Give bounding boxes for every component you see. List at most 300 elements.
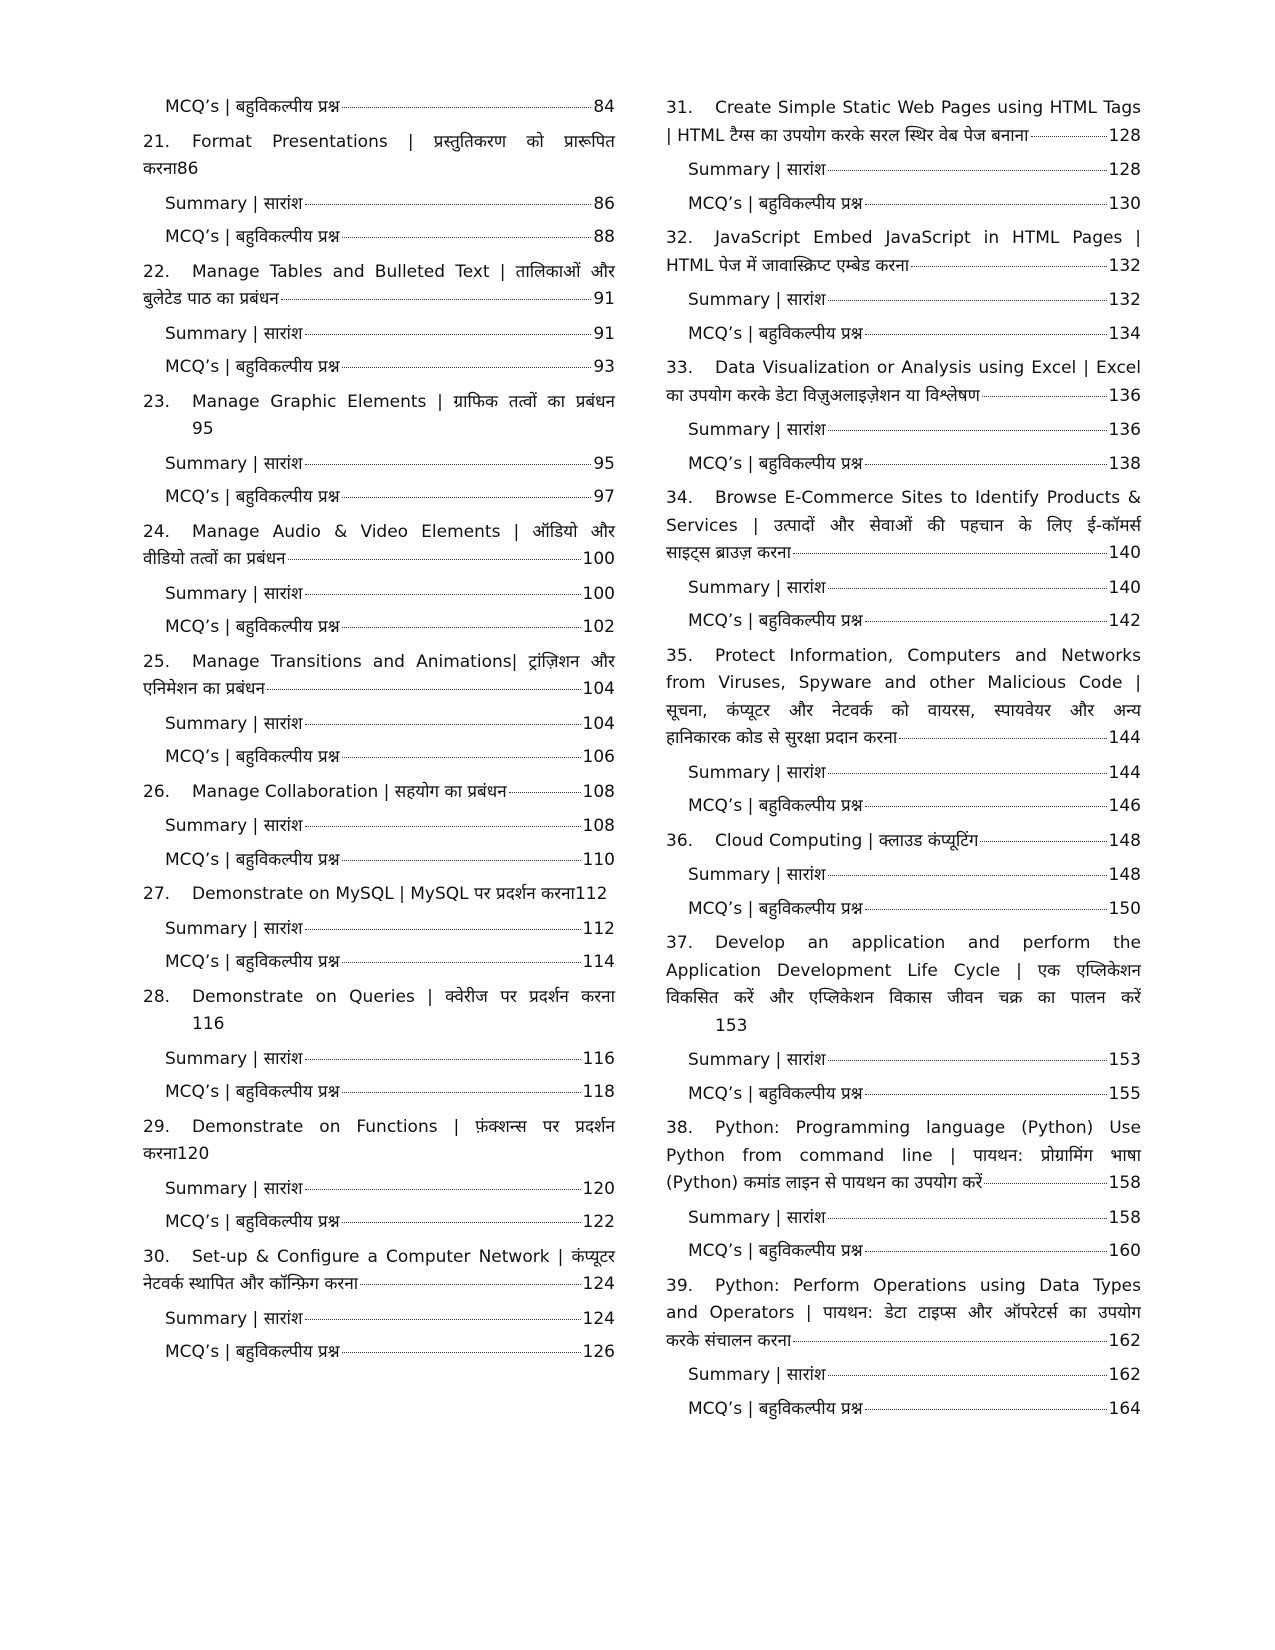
toc-sub-entry: [143, 224, 615, 252]
toc-page-number: 162: [1108, 1365, 1141, 1385]
toc-chapter-number: 36.: [666, 830, 694, 851]
toc-chapter-title-text: Browse E-Commerce Sites to Identify Products &: [715, 488, 1141, 508]
toc-chapter-title-text: का उपयोग करके डेटा विज़ुअलाइज़ेशन या विश्लेषण: [666, 385, 980, 406]
toc-page-number: 128: [1108, 125, 1141, 146]
toc-chapter-entry: [666, 1115, 1141, 1198]
toc-sub-label: Summary | सारांश: [165, 1308, 303, 1329]
dot-leader: [982, 396, 1107, 397]
toc-page-number: 104: [582, 679, 615, 699]
toc-chapter-last-line: [143, 881, 615, 909]
dot-leader: [911, 266, 1106, 267]
toc-page-number: 142: [1108, 611, 1141, 631]
toc-sub-label: MCQ’s | बहुविकल्पीय प्रश्न: [165, 617, 340, 637]
toc-sub-label: MCQ’s | बहुविकल्पीय प्रश्न: [165, 227, 340, 247]
toc-page-number: 128: [1108, 160, 1141, 180]
dot-leader: [305, 464, 592, 465]
toc-sub-entry: [143, 94, 615, 122]
dot-leader: [342, 627, 581, 628]
toc-left-column: [143, 88, 615, 1373]
toc-chapter-number: 22.: [143, 261, 171, 282]
toc-page-number: 132: [1108, 255, 1141, 276]
toc-page-number: 162: [1108, 1330, 1141, 1351]
dot-leader: [305, 929, 581, 930]
toc-page-number: 148: [1108, 830, 1141, 851]
toc-chapter-title-text: करके संचालन करना: [666, 1330, 792, 1351]
toc-page-number: 144: [1108, 762, 1141, 783]
toc-chapter-last-line: [666, 540, 1141, 568]
toc-page-number: 140: [1108, 577, 1141, 598]
toc-sub-entry: [666, 760, 1141, 788]
toc-page-number: 93: [593, 357, 615, 377]
toc-sub-entry: [143, 484, 615, 512]
toc-chapter-last-line: [666, 1170, 1141, 1198]
toc-chapter-number: 28.: [143, 986, 171, 1007]
dot-leader: [360, 1284, 580, 1285]
toc-sub-label: MCQ’s | बहुविकल्पीय प्रश्न: [165, 747, 340, 767]
toc-chapter-title-text: JavaScript Embed JavaScript in HTML Pages |: [715, 228, 1141, 248]
toc-sub-label: Summary | सारांश: [165, 816, 303, 836]
toc-chapter-title-line: [666, 1273, 1141, 1301]
toc-sub-entry: [666, 608, 1141, 636]
toc-chapter-title-line: [666, 355, 1141, 383]
toc-chapter-title-text: Manage Transitions and Animations| ट्रांज़िशन और: [192, 651, 615, 672]
toc-chapter-number: 21.: [143, 131, 171, 152]
toc-chapter-title-line: [143, 1244, 615, 1272]
toc-page-number: 158: [1108, 1207, 1141, 1228]
toc-page-number: 122: [582, 1212, 615, 1232]
toc-page-number: 150: [1108, 898, 1141, 919]
toc-page-number: 88: [593, 227, 615, 247]
toc-chapter-number: 38.: [666, 1118, 694, 1138]
toc-chapter-title-line: [666, 930, 1141, 958]
dot-leader: [865, 334, 1107, 335]
toc-sub-label: MCQ’s | बहुविकल्पीय प्रश्न: [688, 453, 863, 474]
toc-chapter-last-line: [143, 416, 615, 444]
toc-chapter-entry: [666, 930, 1141, 1040]
dot-leader: [342, 1092, 581, 1093]
dot-leader: [984, 1183, 1106, 1184]
toc-page-number: 148: [1108, 865, 1141, 885]
toc-sub-label: MCQ’s | बहुविकल्पीय प्रश्न: [688, 1398, 863, 1419]
toc-page-number: 124: [582, 1308, 615, 1329]
toc-sub-entry: [666, 417, 1141, 445]
toc-chapter-title-text: करना: [143, 1144, 177, 1164]
toc-chapter-title-text: and Operators | पायथन: डेटा टाइप्स और ऑपरेटर्स का उपयोग: [666, 1303, 1141, 1323]
toc-sub-label: MCQ’s | बहुविकल्पीय प्रश्न: [165, 97, 340, 117]
toc-chapter-entry: [143, 389, 615, 444]
toc-chapter-entry: [143, 984, 615, 1039]
toc-chapter-title-text: वीडियो तत्वों का प्रबंधन: [143, 549, 286, 569]
toc-page-number: 153: [715, 1015, 748, 1036]
toc-page-number: 112: [574, 884, 608, 904]
toc-chapter-title-line: [666, 485, 1141, 513]
toc-chapter-entry: [143, 1244, 615, 1299]
toc-chapter-title-text: साइट्स ब्राउज़ करना: [666, 543, 791, 563]
dot-leader: [828, 1375, 1107, 1376]
toc-page-number: 114: [582, 952, 615, 972]
toc-chapter-title-text: Protect Information, Computers and Networks: [715, 645, 1141, 666]
toc-sub-label: Summary | सारांश: [165, 583, 303, 604]
toc-chapter-title-text: Develop an application and perform the: [715, 933, 1141, 953]
toc-chapter-title-text: (Python) कमांड लाइन से पायथन का उपयोग करें: [666, 1173, 983, 1193]
toc-chapter-entry: [666, 355, 1141, 410]
toc-chapter-last-line: [143, 676, 615, 704]
toc-chapter-title-text: Application Development Life Cycle | एक एप्लिकेशन: [666, 960, 1141, 981]
toc-sub-label: MCQ’s | बहुविकल्पीय प्रश्न: [165, 1212, 340, 1232]
toc-page-number: 84: [593, 97, 615, 117]
toc-page-number: 124: [582, 1274, 615, 1294]
toc-page-number: 91: [593, 289, 615, 309]
toc-page-number: 134: [1108, 323, 1141, 344]
toc-sub-entry: [143, 321, 615, 349]
toc-page-number: 136: [1108, 420, 1141, 440]
toc-chapter-entry: [666, 225, 1141, 280]
toc-chapter-title-text: Services | उत्पादों और सेवाओं की पहचान के लिए ई-कॉमर्स: [666, 515, 1141, 536]
toc-sub-entry: [666, 1081, 1141, 1109]
toc-chapter-number: 39.: [666, 1275, 694, 1296]
toc-sub-entry: [143, 1209, 615, 1237]
toc-chapter-title-text: विकसित करें और एप्लिकेशन विकास जीवन चक्र का पालन करें: [666, 988, 1141, 1008]
toc-chapter-title-text: बुलेटेड पाठ का प्रबंधन: [143, 289, 279, 309]
toc-sub-label: Summary | सारांश: [165, 1048, 303, 1069]
toc-chapter-title-text: नेटवर्क स्थापित और कॉन्फ़िग करना: [143, 1274, 359, 1294]
toc-page-number: 110: [582, 849, 615, 870]
toc-page-number: 144: [1108, 728, 1141, 748]
toc-page-number: 86: [176, 159, 199, 179]
toc-sub-entry: [666, 157, 1141, 185]
dot-leader: [828, 430, 1107, 431]
toc-chapter-number: 34.: [666, 488, 694, 508]
toc-sub-label: MCQ’s | बहुविकल्पीय प्रश्न: [165, 952, 340, 972]
dot-leader: [980, 841, 1106, 842]
toc-sub-label: MCQ’s | बहुविकल्पीय प्रश्न: [688, 796, 863, 816]
toc-page-number: 97: [593, 487, 615, 507]
toc-chapter-title-text: करना: [143, 159, 177, 179]
toc-page-number: 140: [1108, 543, 1141, 563]
dot-leader: [865, 1094, 1107, 1095]
toc-page-number: 86: [593, 193, 615, 214]
toc-chapter-title-line: [666, 670, 1141, 698]
dot-leader: [828, 773, 1107, 774]
toc-chapter-last-line: [666, 383, 1141, 411]
toc-chapter-title-text: Demonstrate on MySQL | MySQL पर प्रदर्शन करना: [192, 884, 575, 904]
dot-leader: [342, 367, 592, 368]
toc-chapter-entry: [666, 95, 1141, 150]
toc-sub-label: Summary | सारांश: [688, 865, 826, 885]
toc-chapter-title-line: [666, 698, 1141, 726]
toc-chapter-title-line: [666, 985, 1141, 1013]
toc-sub-entry: [666, 793, 1141, 821]
dot-leader: [288, 559, 581, 560]
toc-sub-label: Summary | सारांश: [688, 420, 826, 440]
dot-leader: [305, 204, 592, 205]
toc-sub-label: Summary | सारांश: [165, 453, 303, 474]
dot-leader: [828, 170, 1107, 171]
toc-page-number: 116: [582, 1048, 615, 1069]
toc-chapter-title-text: Set-up & Configure a Computer Network | कंप्यूटर: [192, 1246, 615, 1267]
toc-chapter-title-line: [143, 129, 615, 157]
toc-chapter-title-text: Python from command line | पायथन: प्रोग्रामिंग भाषा: [666, 1145, 1141, 1166]
toc-chapter-entry: [143, 1114, 615, 1169]
toc-sub-label: MCQ’s | बहुविकल्पीय प्रश्न: [165, 1342, 340, 1362]
toc-chapter-title-line: [666, 1143, 1141, 1171]
toc-chapter-entry: [143, 129, 615, 184]
toc-sub-label: MCQ’s | बहुविकल्पीय प्रश्न: [688, 193, 863, 214]
toc-page-number: 153: [1108, 1050, 1141, 1070]
toc-sub-entry: [143, 916, 615, 944]
toc-chapter-title-text: Demonstrate on Functions | फ़ंक्शन्स पर प्रदर्शन: [192, 1116, 615, 1137]
toc-sub-entry: [143, 614, 615, 642]
toc-chapter-title-text: Python: Perform Operations using Data Types: [715, 1275, 1141, 1296]
dot-leader: [793, 553, 1107, 554]
toc-sub-entry: [666, 191, 1141, 219]
dot-leader: [865, 464, 1107, 465]
toc-page-number: 164: [1108, 1398, 1141, 1419]
toc-sub-entry: [666, 451, 1141, 479]
toc-page-number: 146: [1108, 796, 1141, 816]
toc-chapter-title-text: Cloud Computing | क्लाउड कंप्यूटिंग: [715, 830, 979, 851]
toc-sub-label: MCQ’s | बहुविकल्पीय प्रश्न: [688, 1083, 863, 1104]
dot-leader: [342, 497, 592, 498]
toc-chapter-last-line: [666, 253, 1141, 281]
toc-sub-entry: [666, 321, 1141, 349]
toc-sub-label: MCQ’s | बहुविकल्पीय प्रश्न: [165, 849, 340, 870]
dot-leader: [1031, 136, 1107, 137]
dot-leader: [899, 738, 1106, 739]
toc-sub-entry: [143, 949, 615, 977]
dot-leader: [793, 1341, 1106, 1342]
dot-leader: [828, 588, 1107, 589]
toc-chapter-title-line: [143, 259, 615, 287]
dot-leader: [305, 1059, 581, 1060]
toc-chapter-number: 33.: [666, 358, 694, 378]
toc-sub-entry: [143, 1339, 615, 1367]
toc-sub-entry: [143, 191, 615, 219]
toc-chapter-title-line: [666, 1300, 1141, 1328]
dot-leader: [305, 826, 581, 827]
toc-chapter-entry: [143, 259, 615, 314]
toc-chapter-title-line: [143, 519, 615, 547]
toc-chapter-title-text: Python: Programming language (Python) Use: [715, 1118, 1141, 1138]
toc-sub-entry: [666, 287, 1141, 315]
toc-page-number: 116: [192, 1014, 225, 1034]
toc-sub-entry: [666, 1238, 1141, 1266]
toc-chapter-number: 35.: [666, 645, 694, 666]
dot-leader: [865, 909, 1107, 910]
toc-chapter-number: 25.: [143, 651, 171, 672]
toc-chapter-title-text: Demonstrate on Queries | क्वेरीज पर प्रदर्शन करना: [192, 986, 615, 1007]
toc-page-number: 102: [582, 617, 615, 637]
toc-sub-entry: [143, 813, 615, 841]
toc-chapter-number: 29.: [143, 1116, 171, 1137]
toc-sub-entry: [666, 575, 1141, 603]
toc-chapter-title-line: [666, 958, 1141, 986]
toc-chapter-number: 24.: [143, 521, 171, 542]
toc-chapter-last-line: [666, 123, 1141, 151]
dot-leader: [305, 724, 581, 725]
toc-page-number: 95: [593, 453, 615, 474]
toc-chapter-title-text: Format Presentations | प्रस्तुतिकरण को प्रारूपित: [192, 131, 615, 152]
toc-chapter-title-text: एनिमेशन का प्रबंधन: [143, 679, 265, 699]
toc-sub-entry: [666, 1396, 1141, 1424]
toc-chapter-number: 27.: [143, 884, 171, 904]
dot-leader: [509, 792, 581, 793]
toc-chapter-number: 23.: [143, 391, 171, 412]
dot-leader: [865, 204, 1107, 205]
toc-page-number: 120: [582, 1178, 615, 1199]
toc-chapter-title-text: from Viruses, Spyware and other Malicious Code |: [666, 673, 1141, 693]
toc-page-number: 160: [1108, 1241, 1141, 1261]
toc-chapter-title-line: [666, 643, 1141, 671]
toc-page-number: 155: [1108, 1083, 1141, 1104]
toc-chapter-title-line: [666, 513, 1141, 541]
toc-chapter-entry: [143, 779, 615, 807]
toc-chapter-title-text: Manage Audio & Video Elements | ऑडियो और: [192, 521, 615, 542]
toc-chapter-last-line: [143, 1011, 615, 1039]
toc-sub-label: MCQ’s | बहुविकल्पीय प्रश्न: [688, 1241, 863, 1261]
dot-leader: [865, 806, 1107, 807]
toc-page-number: 138: [1108, 453, 1141, 474]
dot-leader: [342, 237, 592, 238]
toc-page-number: 104: [582, 713, 615, 734]
toc-page-number: 108: [582, 781, 615, 802]
toc-chapter-entry: [143, 519, 615, 574]
toc-sub-label: Summary | सारांश: [688, 762, 826, 783]
toc-page-number: 91: [593, 323, 615, 344]
toc-chapter-last-line: [143, 779, 615, 807]
dot-leader: [828, 1060, 1107, 1061]
toc-chapter-last-line: [666, 828, 1141, 856]
dot-leader: [305, 334, 592, 335]
toc-sub-entry: [666, 896, 1141, 924]
toc-chapter-last-line: [666, 725, 1141, 753]
toc-chapter-last-line: [143, 1141, 615, 1169]
dot-leader: [342, 757, 581, 758]
toc-sub-label: Summary | सारांश: [688, 1365, 826, 1385]
dot-leader: [305, 594, 581, 595]
dot-leader: [267, 689, 581, 690]
dot-leader: [342, 860, 581, 861]
toc-page-number: 100: [582, 583, 615, 604]
dot-leader: [865, 621, 1107, 622]
toc-sub-label: Summary | सारांश: [688, 1207, 826, 1228]
toc-chapter-title-text: Manage Graphic Elements | ग्राफिक तत्वों का प्रबंधन: [192, 391, 615, 412]
toc-sub-label: Summary | सारांश: [165, 193, 303, 214]
toc-page-number: 158: [1108, 1173, 1141, 1193]
toc-chapter-title-text: Manage Collaboration | सहयोग का प्रबंधन: [192, 781, 507, 802]
toc-chapter-number: 26.: [143, 781, 171, 802]
toc-page-number: 100: [582, 549, 615, 569]
dot-leader: [305, 1319, 581, 1320]
toc-chapter-title-line: [143, 1114, 615, 1142]
toc-sub-label: Summary | सारांश: [165, 1178, 303, 1199]
toc-page-number: 95: [192, 419, 214, 439]
toc-page-number: 108: [582, 816, 615, 836]
toc-sub-entry: [143, 1306, 615, 1334]
toc-sub-entry: [143, 354, 615, 382]
toc-sub-entry: [666, 862, 1141, 890]
toc-page-number: 130: [1108, 193, 1141, 214]
dot-leader: [828, 875, 1107, 876]
toc-sub-label: Summary | सारांश: [688, 160, 826, 180]
toc-chapter-entry: [143, 649, 615, 704]
toc-chapter-number: 30.: [143, 1246, 171, 1267]
dot-leader: [828, 300, 1107, 301]
toc-chapter-number: 37.: [666, 933, 694, 953]
toc-chapter-title-line: [666, 1115, 1141, 1143]
toc-chapter-entry: [666, 828, 1141, 856]
toc-chapter-title-line: [143, 649, 615, 677]
toc-chapter-title-text: हानिकारक कोड से सुरक्षा प्रदान करना: [666, 728, 898, 748]
toc-sub-entry: [666, 1362, 1141, 1390]
dot-leader: [342, 962, 581, 963]
toc-chapter-title-text: | HTML टैग्स का उपयोग करके सरल स्थिर वेब पेज बनाना: [666, 125, 1029, 146]
toc-sub-entry: [143, 711, 615, 739]
toc-sub-entry: [143, 451, 615, 479]
toc-sub-label: Summary | सारांश: [688, 290, 826, 310]
toc-chapter-title-text: Manage Tables and Bulleted Text | तालिकाओं और: [192, 261, 615, 282]
toc-chapter-title-text: Data Visualization or Analysis using Excel | Excel: [715, 358, 1141, 378]
toc-chapter-entry: [666, 485, 1141, 568]
toc-page-number: 136: [1108, 385, 1141, 406]
toc-chapter-title-text: Create Simple Static Web Pages using HTML Tags: [715, 98, 1141, 118]
toc-chapter-title-line: [143, 984, 615, 1012]
toc-sub-label: Summary | सारांश: [165, 323, 303, 344]
toc-chapter-last-line: [143, 1271, 615, 1299]
toc-sub-entry: [143, 1176, 615, 1204]
dot-leader: [342, 1222, 581, 1223]
dot-leader: [305, 1189, 581, 1190]
toc-chapter-last-line: [143, 156, 615, 184]
dot-leader: [865, 1251, 1107, 1252]
toc-page-number: 118: [582, 1082, 615, 1102]
toc-sub-label: MCQ’s | बहुविकल्पीय प्रश्न: [688, 611, 863, 631]
dot-leader: [342, 1352, 581, 1353]
toc-sub-label: MCQ’s | बहुविकल्पीय प्रश्न: [165, 487, 340, 507]
toc-sub-label: MCQ’s | बहुविकल्पीय प्रश्न: [688, 323, 863, 344]
toc-chapter-entry: [143, 881, 615, 909]
toc-chapter-title-line: [143, 389, 615, 417]
toc-sub-entry: [143, 581, 615, 609]
toc-sub-entry: [143, 847, 615, 875]
toc-chapter-number: 31.: [666, 98, 694, 118]
toc-sub-label: Summary | सारांश: [688, 577, 826, 598]
dot-leader: [342, 107, 592, 108]
toc-chapter-title-text: HTML पेज में जावास्क्रिप्ट एम्बेड करना: [666, 255, 910, 276]
toc-chapter-title-line: [666, 95, 1141, 123]
toc-chapter-title-line: [666, 225, 1141, 253]
toc-chapter-entry: [666, 643, 1141, 753]
toc-chapter-title-text: सूचना, कंप्यूटर और नेटवर्क को वायरस, स्पायवेयर और अन्य: [666, 700, 1141, 721]
toc-sub-entry: [143, 1046, 615, 1074]
dot-leader: [828, 1218, 1107, 1219]
toc-page-number: 112: [582, 918, 615, 939]
toc-chapter-entry: [666, 1273, 1141, 1356]
toc-page-number: 132: [1108, 290, 1141, 310]
toc-sub-label: Summary | सारांश: [165, 713, 303, 734]
toc-chapter-last-line: [143, 286, 615, 314]
toc-sub-label: MCQ’s | बहुविकल्पीय प्रश्न: [165, 1082, 340, 1102]
toc-page-number: 106: [582, 747, 615, 767]
toc-sub-entry: [666, 1047, 1141, 1075]
toc-sub-entry: [666, 1205, 1141, 1233]
toc-chapter-last-line: [666, 1328, 1141, 1356]
toc-sub-entry: [143, 744, 615, 772]
toc-sub-label: MCQ’s | बहुविकल्पीय प्रश्न: [688, 898, 863, 919]
toc-right-column: [666, 88, 1141, 1429]
toc-sub-label: MCQ’s | बहुविकल्पीय प्रश्न: [165, 357, 340, 377]
toc-chapter-last-line: [143, 546, 615, 574]
